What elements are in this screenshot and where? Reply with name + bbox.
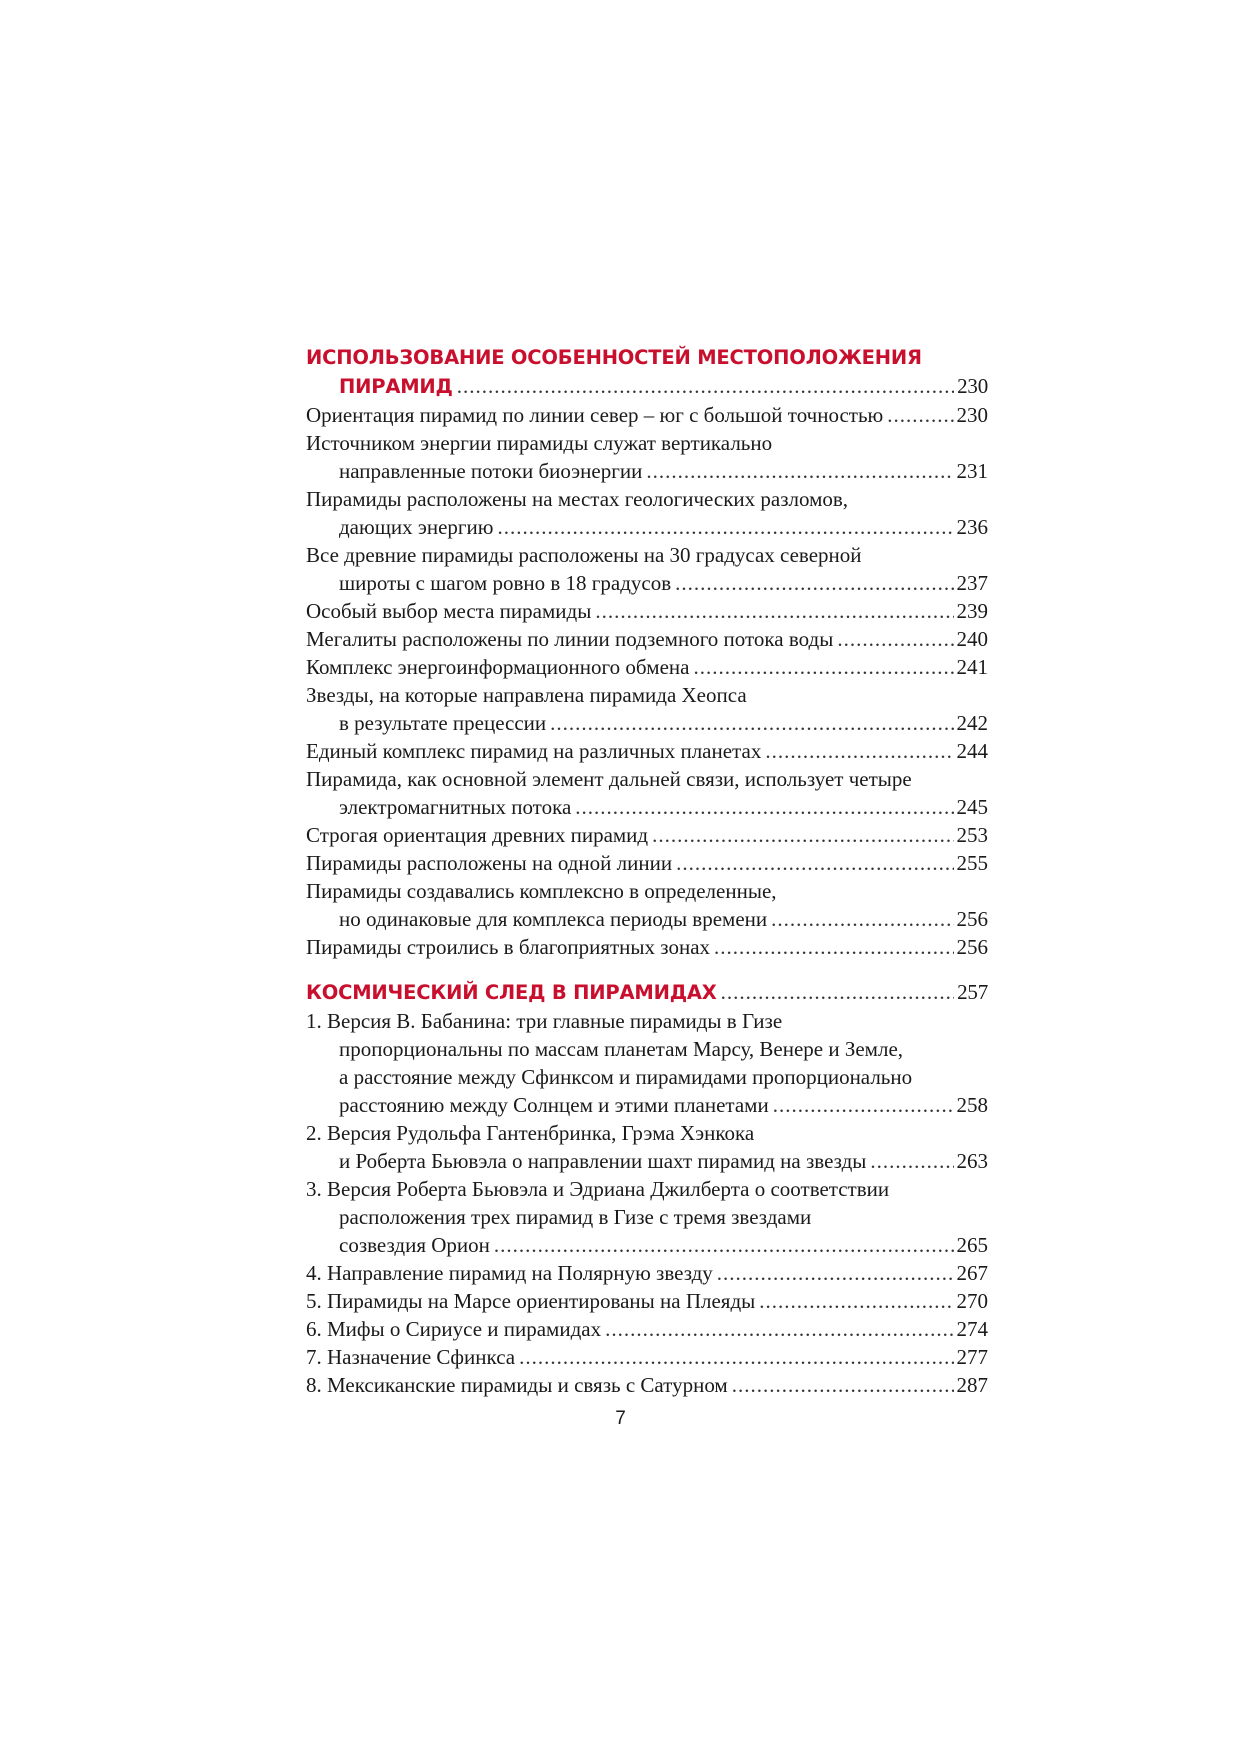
toc-entry-title: 8. Мексиканские пирамиды и связь с Сатурном <box>306 1373 728 1397</box>
dot-leader <box>721 978 955 1006</box>
toc-entry-title: Пирамиды расположены на одной линии <box>306 851 673 875</box>
toc-section <box>306 978 988 1399</box>
page-ref: 237 <box>956 571 988 595</box>
toc-entry-title: Строгая ориентация древних пирамид <box>306 823 649 847</box>
toc-entry[interactable] <box>306 1343 988 1371</box>
toc-entry-last-line <box>306 1287 988 1315</box>
toc-entry-line: Звезды, на которые направлена пирамида Хеопса <box>306 683 747 707</box>
toc-entry-last-line <box>306 513 988 541</box>
section-heading[interactable] <box>306 978 988 1007</box>
dot-leader <box>870 1147 953 1175</box>
toc-entry[interactable] <box>306 877 988 933</box>
section-heading-line: ИСПОЛЬЗОВАНИЕ ОСОБЕННОСТЕЙ МЕСТОПОЛОЖЕНИЯ <box>306 346 922 369</box>
dot-leader <box>595 597 953 625</box>
toc-entry-last-line <box>306 1315 988 1343</box>
toc-entry-last-line <box>306 1371 988 1399</box>
dot-leader <box>497 513 953 541</box>
toc-entry-title: 7. Назначение Сфинкса <box>306 1345 516 1369</box>
toc-entry-last-line <box>306 821 988 849</box>
toc-entry[interactable] <box>306 1007 988 1119</box>
toc-entry-line: 2. Версия Рудольфа Гантенбринка, Грэма Хэнкока <box>306 1121 755 1145</box>
dot-leader <box>494 1231 954 1259</box>
dot-leader <box>693 653 953 681</box>
page-ref: 257 <box>957 980 988 1004</box>
toc-entry-title: широты с шагом ровно в 18 градусов <box>339 571 672 595</box>
toc-entry-last-line <box>306 401 988 429</box>
dot-leader <box>676 849 953 877</box>
toc-entry-line: а расстояние между Сфинксом и пирамидами пропорционально <box>339 1065 913 1089</box>
page-ref: 240 <box>956 627 988 651</box>
section-heading-title: КОСМИЧЕСКИЙ СЛЕД В ПИРАМИДАХ <box>306 981 717 1004</box>
page-ref: 231 <box>956 459 988 483</box>
toc-entry[interactable] <box>306 653 988 681</box>
toc-entry[interactable] <box>306 597 988 625</box>
toc-entry-last-line <box>306 905 988 933</box>
page-number: 7 <box>615 1408 626 1429</box>
toc-entry-last-line <box>306 1091 988 1119</box>
toc-entry[interactable] <box>306 849 988 877</box>
dot-leader <box>717 1259 954 1287</box>
page-ref: 277 <box>956 1345 988 1369</box>
toc-entry[interactable] <box>306 1371 988 1399</box>
toc-entry-last-line <box>306 709 988 737</box>
toc-entry-title: Единый комплекс пирамид на различных планетах <box>306 739 762 763</box>
toc-entry-title: электромагнитных потока <box>339 795 572 819</box>
toc-entry-line: Пирамиды расположены на местах геологических разломов, <box>306 487 849 511</box>
toc-entry-last-line <box>306 597 988 625</box>
page-ref: 241 <box>956 655 988 679</box>
toc-entry[interactable] <box>306 1287 988 1315</box>
toc-entry-last-line <box>306 737 988 765</box>
dot-leader <box>652 821 953 849</box>
dot-leader <box>714 933 953 961</box>
dot-leader <box>675 569 953 597</box>
toc-entry-title: 4. Направление пирамид на Полярную звезду <box>306 1261 713 1285</box>
page-ref: 230 <box>957 374 988 398</box>
toc-entry-line: Все древние пирамиды расположены на 30 градусах северной <box>306 543 862 567</box>
toc-entry-title: в результате прецессии <box>339 711 547 735</box>
page-ref: 236 <box>956 515 988 539</box>
toc-entry-last-line <box>306 1231 988 1259</box>
section-heading-title: ПИРАМИД <box>339 375 453 398</box>
toc-entry[interactable] <box>306 485 988 541</box>
toc-entry-title: Комплекс энергоинформационного обмена <box>306 655 690 679</box>
dot-leader <box>605 1315 953 1343</box>
toc-entry-last-line <box>306 933 988 961</box>
dot-leader <box>771 905 953 933</box>
toc-entry-line: 3. Версия Роберта Бьювэла и Эдриана Джилберта о соответствии <box>306 1177 890 1201</box>
page-ref: 253 <box>956 823 988 847</box>
toc-entry-line: Источником энергии пирамиды служат вертикально <box>306 431 773 455</box>
toc-entry-last-line <box>306 793 988 821</box>
toc-entry[interactable] <box>306 681 988 737</box>
toc-entry-last-line <box>306 1343 988 1371</box>
toc-entry[interactable] <box>306 1259 988 1287</box>
toc-entry-title: Ориентация пирамид по линии север – юг с большой точностью <box>306 403 884 427</box>
toc-entry[interactable] <box>306 933 988 961</box>
toc-entry[interactable] <box>306 737 988 765</box>
toc-entry-line: Пирамида, как основной элемент дальней связи, использует четыре <box>306 767 912 791</box>
section-heading-last-line <box>306 978 988 1007</box>
toc-entry-title: но одинаковые для комплекса периоды времени <box>339 907 768 931</box>
toc-entry-title: созвездия Орион <box>339 1233 490 1257</box>
page-ref: 274 <box>956 1317 988 1341</box>
page-ref: 230 <box>956 403 988 427</box>
page-ref: 256 <box>956 935 988 959</box>
page-ref: 270 <box>956 1289 988 1313</box>
toc-entry-title: расстоянию между Солнцем и этими планетами <box>339 1093 769 1117</box>
toc-entry-title: Мегалиты расположены по линии подземного потока воды <box>306 627 834 651</box>
toc-entry-last-line <box>306 849 988 877</box>
dot-leader <box>732 1371 954 1399</box>
dot-leader <box>765 737 953 765</box>
toc-entry-line: Пирамиды создавались комплексно в определенные, <box>306 879 777 903</box>
dot-leader <box>773 1091 954 1119</box>
dot-leader <box>759 1287 953 1315</box>
toc-entry-last-line <box>306 625 988 653</box>
dot-leader <box>887 401 953 429</box>
section-heading[interactable] <box>306 344 988 401</box>
toc-entry-last-line <box>306 653 988 681</box>
toc-entry-line: 1. Версия В. Бабанина: три главные пирамиды в Гизе <box>306 1009 783 1033</box>
toc-entry-title: направленные потоки биоэнергии <box>339 459 643 483</box>
toc-entry[interactable] <box>306 821 988 849</box>
table-of-contents <box>306 344 988 1416</box>
page-ref: 263 <box>956 1149 988 1173</box>
page-ref: 239 <box>956 599 988 623</box>
page-ref: 258 <box>956 1093 988 1117</box>
toc-entry[interactable] <box>306 765 988 821</box>
page-ref: 265 <box>956 1233 988 1257</box>
toc-entry-line: пропорциональны по массам планетам Марсу, Венере и Земле, <box>339 1037 904 1061</box>
page-ref: 244 <box>956 739 988 763</box>
dot-leader <box>646 457 953 485</box>
section-heading-last-line <box>306 372 988 401</box>
page-ref: 242 <box>956 711 988 735</box>
toc-entry-last-line <box>306 1147 988 1175</box>
toc-entry[interactable] <box>306 625 988 653</box>
dot-leader <box>575 793 953 821</box>
toc-entry-title: 6. Мифы о Сириусе и пирамидах <box>306 1317 602 1341</box>
toc-entry-last-line <box>306 457 988 485</box>
page-ref: 245 <box>956 795 988 819</box>
toc-entry-title: Особый выбор места пирамиды <box>306 599 592 623</box>
toc-entry[interactable] <box>306 1175 988 1259</box>
page-ref: 267 <box>956 1261 988 1285</box>
dot-leader <box>837 625 953 653</box>
dot-leader <box>519 1343 953 1371</box>
toc-entry-last-line <box>306 569 988 597</box>
toc-entry-last-line <box>306 1259 988 1287</box>
page-ref: 256 <box>956 907 988 931</box>
toc-entry-title: 5. Пирамиды на Марсе ориентированы на Плеяды <box>306 1289 756 1313</box>
toc-entry-title: дающих энергию <box>339 515 494 539</box>
toc-entry[interactable] <box>306 1315 988 1343</box>
toc-entry-line: расположения трех пирамид в Гизе с тремя звездами <box>339 1205 812 1229</box>
page-ref: 287 <box>956 1373 988 1397</box>
toc-entry[interactable] <box>306 1119 988 1175</box>
toc-entry[interactable] <box>306 429 988 485</box>
page-ref: 255 <box>956 851 988 875</box>
toc-entry-title: Пирамиды строились в благоприятных зонах <box>306 935 711 959</box>
toc-entry[interactable] <box>306 401 988 429</box>
toc-section <box>306 344 988 961</box>
dot-leader <box>457 372 954 400</box>
toc-entry[interactable] <box>306 541 988 597</box>
dot-leader <box>550 709 953 737</box>
toc-entry-title: и Роберта Бьювэла о направлении шахт пирамид на звезды <box>339 1149 867 1173</box>
